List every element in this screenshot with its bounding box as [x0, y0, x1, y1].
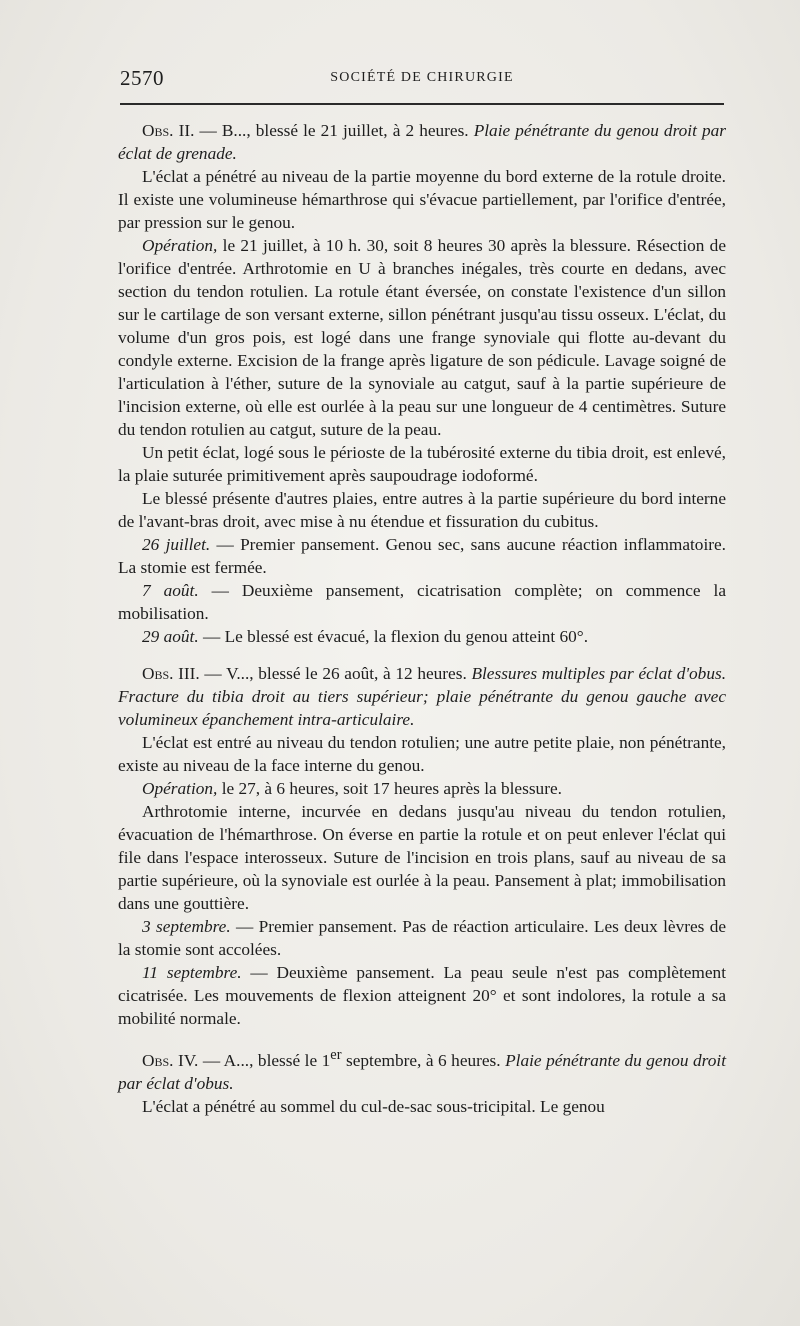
obs3-date-2: 11 septembre. [142, 963, 242, 982]
obs3-text-4: — Premier pansement. Pas de réaction articulaire. Les deux lèvres de la stomie sont accolées. [118, 917, 727, 959]
obs4-title: Plaie pénétrante du genou droit par éclat d'obus. [118, 1050, 726, 1093]
obs4-heading [118, 1044, 726, 1095]
obs4-paragraph-1: L'éclat a pénétré au sommel du cul-de-sac sous-tricipital. Le genou [142, 1096, 605, 1116]
obs3-text-5: — Deuxième pansement. La peau seule n'est pas complètement cicatrisée. Les mouvements de flexion atteignent 20° et sont indolores, la rotule a sa mobilité normale. [118, 963, 726, 1028]
obs3-date-1: 3 septembre. [142, 917, 231, 936]
obs2-text-6: — Deuxième pansement, cicatrisation complète; on commence la mobilisation. [118, 581, 726, 623]
header-rule [120, 103, 724, 105]
body-text [118, 119, 726, 1118]
obs3-paragraph-4 [118, 915, 726, 961]
obs2-operation-label: Opération, [142, 236, 218, 255]
obs2-paragraph-3: Un petit éclat, logé sous le périoste de la tubérosité externe du tibia droit, est enlevé, la plaie suturée primitivement après saupoudrage iodoformé. [118, 443, 726, 485]
page-number: 2570 [120, 66, 164, 90]
obs4-label: Obs. IV. [142, 1050, 199, 1070]
obs2-date-3: 29 août. [142, 627, 199, 646]
running-title: SOCIÉTÉ DE CHIRURGIE [330, 70, 514, 85]
obs2-title: Plaie pénétrante du genou droit par éclat de grenade. [118, 121, 726, 163]
obs3-intro: — V..., blessé le 26 août, à 12 heures. [199, 664, 472, 683]
page-header [120, 66, 724, 90]
obs3-label: Obs. III. [142, 664, 200, 683]
obs3-paragraph-2 [118, 777, 726, 800]
obs2-intro: — B..., blessé le 21 juillet, à 2 heures. [194, 121, 474, 140]
obs2-label: Obs. II. [142, 121, 195, 140]
obs2-text-5: — Premier pansement. Genou sec, sans aucune réaction inflammatoire. La stomie est fermée. [118, 535, 726, 577]
obs2-date-2: 7 août. [142, 581, 199, 600]
obs4-intro-a: — A..., blessé le 1 [198, 1050, 331, 1070]
obs2-heading [118, 119, 726, 165]
obs2-paragraph-7 [118, 625, 726, 648]
obs3-heading [118, 662, 726, 731]
obs3-paragraph-5 [118, 961, 726, 1030]
obs3-title: Blessures multiples par éclat d'obus. Fracture du tibia droit au tiers supérieur; plaie pénétrante du genou gauche avec volumineux épanchement intra-articulaire. [118, 664, 727, 729]
obs2-operation-text: le 21 juillet, à 10 h. 30, soit 8 heures 30 après la blessure. Résection de l'orifice d'entrée. Arthrotomie en U à branches inégales, très courte en dedans, avec section du tendon rotulien. La rotule étant éversée, on constate l'existence d'un sillon sur le cartilage de son versant externe, sillon pénétrant jusqu'au tissu osseux. L'éclat, du volume d'un gros pois, est logé dans une frange synoviale qui flotte au-devant du condyle externe. Excision de la frange après ligature de son pédicule. Lavage soigné de l'articulation à l'éther, suture de la synoviale au catgut, sauf à la partie supérieure de l'incision externe, où elle est ourlée à la peau sur une longueur de 4 centimètres. Suture du tendon rotulien au catgut, suture de la peau. [118, 236, 726, 439]
obs3-operation-text: le 27, à 6 heures, soit 17 heures après la blessure. [217, 779, 562, 798]
obs2-text-7: — Le blessé est évacué, la flexion du genou atteint 60°. [198, 627, 589, 646]
obs2-paragraph-6 [118, 579, 726, 625]
obs4-intro-b: septembre, à 6 heures. [341, 1050, 506, 1070]
obs3-paragraph-3: Arthrotomie interne, incurvée en dedans jusqu'au niveau du tendon rotulien, évacuation de l'hémarthrose. On éverse en partie la rotule et on peut enlever l'éclat qui file dans l'espace interosseux. Suture de l'incision en trois plans, sauf au niveau de sa partie supérieure, où la synoviale est ourlée à la peau. Pansement à plat; immobilisation dans une gouttière. [118, 802, 726, 913]
obs2-date-1: 26 juillet. [142, 535, 211, 554]
obs2-paragraph-2 [118, 234, 726, 441]
obs3-operation-label: Opération, [142, 779, 218, 798]
obs2-paragraph-5 [118, 533, 726, 579]
obs4-intro-sup: er [330, 1047, 342, 1063]
obs3-paragraph-1: L'éclat est entré au niveau du tendon rotulien; une autre petite plaie, non pénétrante, existe au niveau de la face interne du genou. [118, 733, 726, 775]
obs2-paragraph-4: Le blessé présente d'autres plaies, entre autres à la partie supérieure du bord interne de l'avant-bras droit, avec mise à nu étendue et fissuration du cubitus. [118, 489, 726, 531]
obs2-paragraph-1: L'éclat a pénétré au niveau de la partie moyenne du bord externe de la rotule droite. Il existe une volumineuse hémarthrose qui s'évacue partiellement, par l'orifice d'entrée, par pression sur le genou. [118, 167, 726, 232]
